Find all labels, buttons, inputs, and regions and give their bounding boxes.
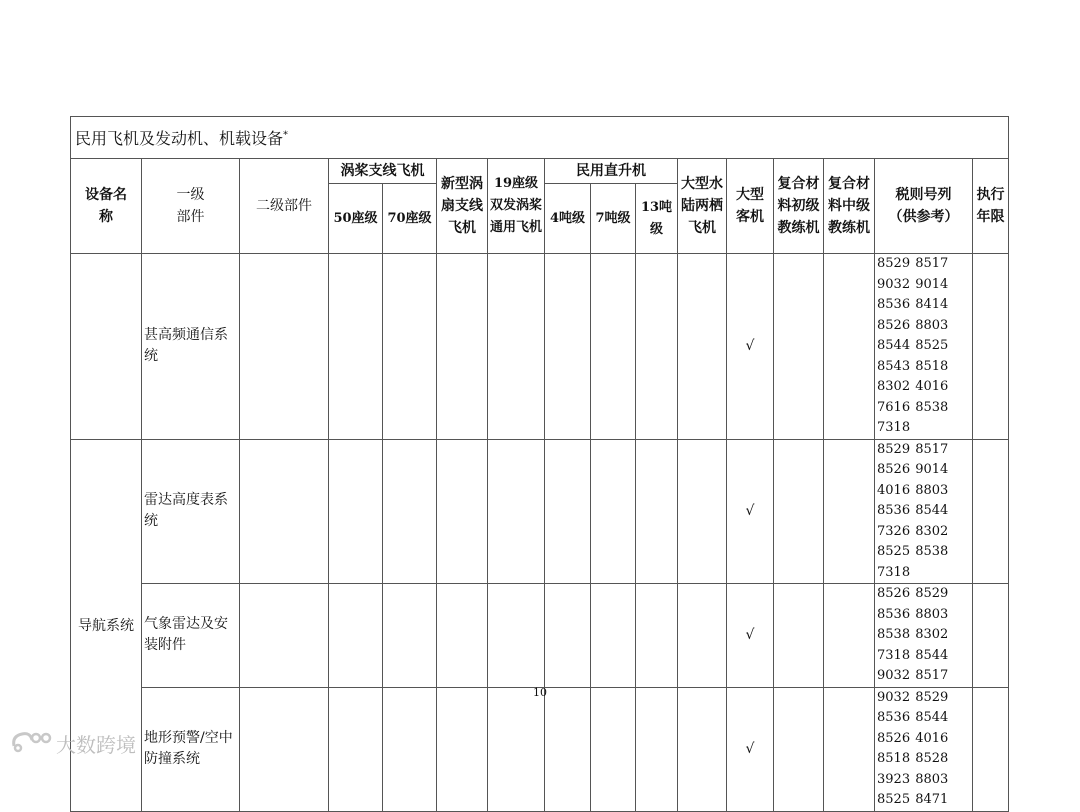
cell-composite-intermediate: [824, 687, 875, 811]
cell-new-turbofan: [437, 254, 488, 440]
cell-ton13: [636, 584, 678, 688]
header-composite-intermediate: [824, 159, 875, 254]
cell-ton13: [636, 254, 678, 440]
device-name-text: 导航系统: [78, 618, 134, 634]
cell-composite-intermediate: [824, 584, 875, 688]
header-level2-text: 二级部件: [256, 198, 312, 214]
check-mark: √: [745, 741, 755, 757]
cell-exec-period: [973, 254, 1009, 440]
level1-text: 地形预警/空中防撞系统: [144, 730, 233, 767]
header-level1-text: 一级部件: [176, 187, 205, 225]
cell-seat50: [329, 584, 383, 688]
cell-ton13: [636, 439, 678, 584]
header-device-name-text: 设备名称: [85, 187, 127, 225]
level1-cell: [142, 687, 240, 811]
level1-text: 甚高频通信系统: [144, 327, 228, 365]
table-row: [71, 584, 1009, 688]
check-mark: √: [745, 627, 755, 644]
level1-text: 气象雷达及安装附件: [144, 616, 228, 654]
header-civil-helicopter-text: 民用直升机: [576, 163, 646, 179]
header-tariff-codes: [875, 159, 973, 254]
table-row: [71, 687, 1009, 811]
cell-new-turbofan: [437, 584, 488, 688]
tariff-codes-cell: [875, 584, 973, 688]
table-row: [71, 439, 1009, 584]
cell-seat19: [488, 254, 545, 440]
cell-amphibious: [678, 254, 727, 440]
tariff-codes-text: 9032 8529 8536 8544 8526 4016 8518 8528 3923 8803 8525 8471: [877, 689, 949, 807]
header-turboprop-regional-text: 涡桨支线飞机: [340, 163, 425, 179]
header-new-turbofan-text: 新型涡扇支线飞机: [441, 176, 483, 236]
cell-seat70: [383, 254, 437, 440]
header-device-name: [71, 159, 142, 254]
header-ton4: [545, 184, 591, 254]
check-mark: √: [745, 338, 755, 355]
cell-composite-intermediate: [824, 254, 875, 440]
cell-exec-period: [973, 584, 1009, 688]
cell-seat19: [488, 439, 545, 584]
level1-cell: [142, 254, 240, 440]
title-footnote-mark: *: [283, 129, 289, 141]
header-amphibious-text: 大型水陆两栖飞机: [681, 176, 723, 236]
cell-ton4: [545, 254, 591, 440]
table-row: [71, 254, 1009, 440]
check-mark: √: [745, 503, 755, 520]
cell-ton7: [591, 439, 636, 584]
page-number: 10: [533, 686, 547, 699]
watermark: [10, 727, 136, 759]
header-composite-primary: [774, 159, 824, 254]
header-composite-intermediate-text: 复合材料中级教练机: [828, 176, 870, 236]
header-seat19-text: 19座级双发涡桨通用飞机: [490, 176, 543, 235]
header-new-turbofan: [437, 159, 488, 254]
cell-amphibious: [678, 439, 727, 584]
cell-amphibious: [678, 687, 727, 811]
brand-logo-icon: [10, 728, 56, 759]
header-exec-period: [973, 159, 1009, 254]
header-turboprop-regional: [329, 159, 437, 184]
level2-cell: [240, 254, 329, 440]
header-seat19: [488, 159, 545, 254]
header-seat50: [329, 184, 383, 254]
cell-new-turbofan: [437, 439, 488, 584]
cell-seat19: [488, 687, 545, 811]
cell-ton7: [591, 584, 636, 688]
header-large-airliner: [727, 159, 774, 254]
cell-exec-period: [973, 687, 1009, 811]
level1-cell: [142, 439, 240, 584]
level2-cell: [240, 584, 329, 688]
header-civil-helicopter: [545, 159, 678, 184]
header-ton7: [591, 184, 636, 254]
header-exec-period-text: 执行年限: [976, 187, 1005, 225]
header-large-airliner-text: 大型客机: [736, 187, 764, 225]
level1-text: 雷达高度表系统: [144, 492, 228, 530]
tariff-codes-cell: [875, 439, 973, 584]
cell-large-airliner-check: [727, 439, 774, 584]
header-ton4-text: 4吨级: [549, 210, 586, 226]
cell-amphibious: [678, 584, 727, 688]
header-ton13: [636, 184, 678, 254]
cell-new-turbofan: [437, 687, 488, 811]
cell-large-airliner-check: [727, 687, 774, 811]
cell-ton7: [591, 254, 636, 440]
cell-seat50: [329, 687, 383, 811]
cell-large-airliner-check: [727, 254, 774, 440]
header-level1: [142, 159, 240, 254]
cell-seat70: [383, 687, 437, 811]
cell-composite-intermediate: [824, 439, 875, 584]
header-level2: [240, 159, 329, 254]
cell-ton7: [591, 687, 636, 811]
tariff-codes-text: 8529 8517 9032 9014 8536 8414 8526 8803 8544 8525 8543 8518 8302 4016 7616 8538 7318: [877, 256, 949, 435]
cell-ton4: [545, 584, 591, 688]
tariff-codes-cell: [875, 687, 973, 811]
tariff-codes-text: 8526 8529 8536 8803 8538 8302 7318 8544 9032 8517: [877, 586, 949, 683]
cell-ton4: [545, 439, 591, 584]
equipment-table: [70, 116, 1009, 812]
table-title: [71, 117, 1009, 159]
header-ton7-text: 7吨级: [595, 210, 631, 226]
header-ton13-text: 13吨级: [640, 199, 673, 237]
equipment-table-container: [70, 116, 1008, 812]
cell-composite-primary: [774, 584, 824, 688]
header-seat70: [383, 184, 437, 254]
header-composite-primary-text: 复合材料初级教练机: [777, 176, 820, 236]
level1-cell: [142, 584, 240, 688]
header-tariff-codes-text: 税则号列（供参考）: [888, 187, 959, 225]
cell-seat70: [383, 584, 437, 688]
cell-composite-primary: [774, 439, 824, 584]
header-seat70-text: 70座级: [387, 210, 432, 226]
level2-cell: [240, 439, 329, 584]
cell-seat50: [329, 254, 383, 440]
table-title-text: 民用飞机及发动机、机载设备: [75, 129, 284, 148]
cell-large-airliner-check: [727, 584, 774, 688]
cell-seat19: [488, 584, 545, 688]
cell-seat70: [383, 439, 437, 584]
tariff-codes-text: 8529 8517 8526 9014 4016 8803 8536 8544 7326 8302 8525 8538 7318: [877, 441, 949, 580]
header-amphibious: [678, 159, 727, 254]
watermark-text: 大数跨境: [56, 732, 136, 757]
cell-composite-primary: [774, 687, 824, 811]
cell-composite-primary: [774, 254, 824, 440]
cell-exec-period: [973, 439, 1009, 584]
cell-ton4: [545, 687, 591, 811]
header-seat50-text: 50座级: [333, 210, 378, 226]
device-name-cell: [71, 254, 142, 440]
tariff-codes-cell: [875, 254, 973, 440]
cell-seat50: [329, 439, 383, 584]
cell-ton13: [636, 687, 678, 811]
level2-cell: [240, 687, 329, 811]
